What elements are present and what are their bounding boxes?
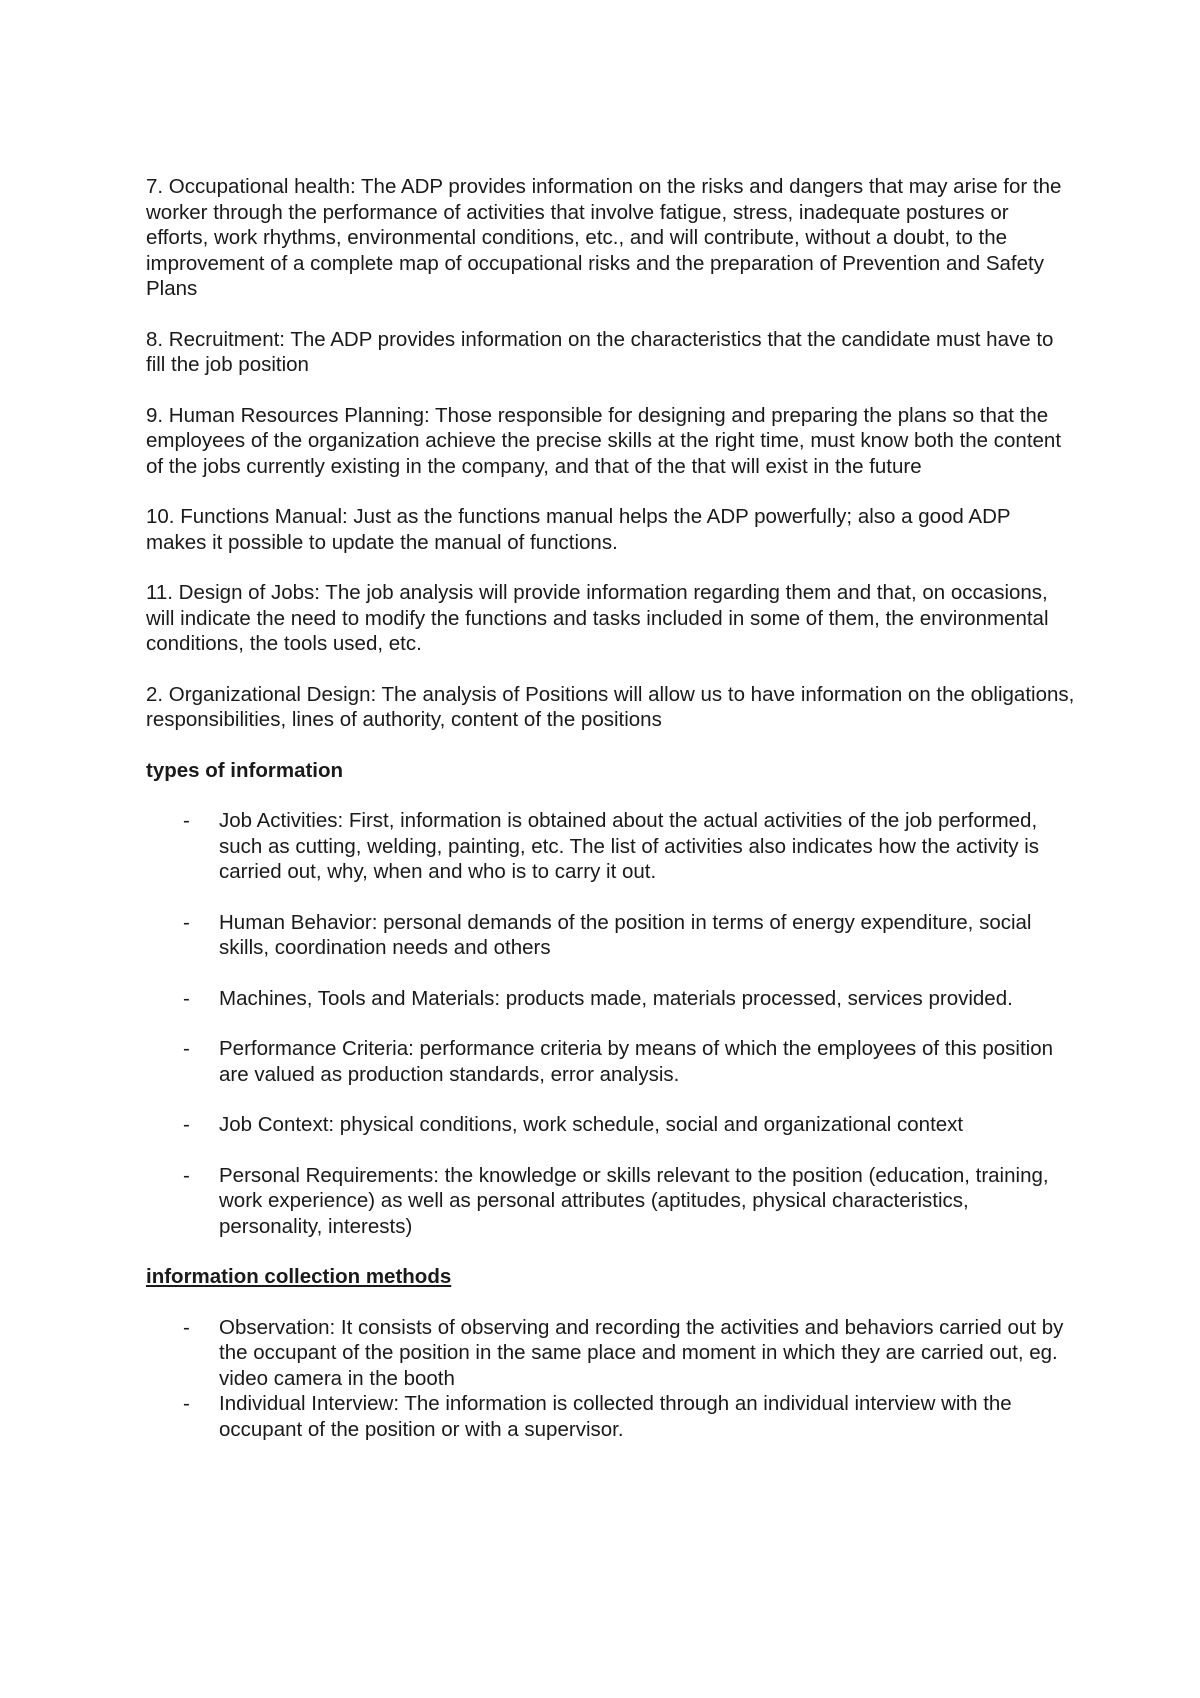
- dash-bullet: -: [183, 1315, 190, 1339]
- paragraph-recruitment: 8. Recruitment: The ADP provides information on the characteristics that the candidate must have to fill the job position: [146, 327, 1054, 376]
- paragraph-occupational-health: 7. Occupational health: The ADP provides information on the risks and dangers that may arise for the worker through the performance of activities that involve fatigue, stress, inadequate postures or efforts, work rhythms, environmental conditions, etc., and will contribute, without a doubt, to the improvement of a complete map of occupational risks and the preparation of Prevention and Safety Plans: [146, 175, 1062, 300]
- paragraph-hr-planning: 9. Human Resources Planning: Those responsible for designing and preparing the plans so that the employees of the organization achieve the precise skills at the right time, must know both the content of the jobs currently existing in the company, and that of the that will exist in the future: [146, 403, 1062, 478]
- list-item-text: Individual Interview: The information is collected through an individual interview with the occupant of the position or with a supervisor.: [219, 1392, 1012, 1441]
- types-of-information-list: [146, 808, 1076, 1239]
- list-item: [146, 1391, 1076, 1442]
- collection-methods-list: [146, 1315, 1076, 1443]
- list-item: [146, 910, 1076, 961]
- list-item: [146, 1163, 1076, 1240]
- document-page: [146, 174, 1076, 1467]
- dash-bullet: -: [183, 1037, 190, 1060]
- list-item: [146, 986, 1076, 1012]
- list-item: [146, 1036, 1076, 1087]
- list-item-text: Machines, Tools and Materials: products made, materials processed, services provided.: [219, 986, 1013, 1010]
- paragraph-design-of-jobs: 11. Design of Jobs: The job analysis will provide information regarding them and that, on occasions, will indicate the need to modify the functions and tasks included in some of them, the environmental conditions, the tools used, etc.: [146, 581, 1049, 655]
- list-item: [146, 808, 1076, 885]
- list-item-text: Job Activities: First, information is obtained about the actual activities of the job performed, such as cutting, welding, painting, etc. The list of activities also indicates how the activity is carried out, why, when and who is to carry it out.: [219, 809, 1040, 883]
- list-item-text: Personal Requirements: the knowledge or skills relevant to the position (education, training, work experience) as well as personal attributes (aptitudes, physical characteristics, personality, interests): [219, 1163, 1049, 1238]
- paragraph-functions-manual: 10. Functions Manual: Just as the functions manual helps the ADP powerfully; also a good ADP makes it possible to update the manual of functions.: [146, 505, 1011, 554]
- dash-bullet: -: [183, 1163, 190, 1187]
- dash-bullet: -: [183, 809, 190, 832]
- list-item: [146, 1315, 1076, 1392]
- paragraph-organizational-design: 2. Organizational Design: The analysis of Positions will allow us to have information on the obligations, responsibilities, lines of authority, content of the positions: [146, 682, 1075, 731]
- section-heading-types-of-information: types of information: [146, 758, 344, 782]
- list-item: [146, 1112, 1076, 1138]
- list-item-text: Human Behavior: personal demands of the position in terms of energy expenditure, social skills, coordination needs and others: [219, 910, 1032, 959]
- list-item-text: Performance Criteria: performance criteria by means of which the employees of this position are valued as production standards, error analysis.: [219, 1037, 1054, 1086]
- section-heading-collection-methods: information collection methods: [146, 1265, 452, 1288]
- list-item-text: Job Context: physical conditions, work schedule, social and organizational context: [219, 1113, 964, 1136]
- dash-bullet: -: [183, 1392, 190, 1415]
- list-item-text: Observation: It consists of observing and recording the activities and behaviors carried out by the occupant of the position in the same place and moment in which they are carried out, eg. video camera in the booth: [219, 1315, 1064, 1390]
- dash-bullet: -: [183, 986, 190, 1010]
- dash-bullet: -: [183, 910, 190, 934]
- dash-bullet: -: [183, 1113, 190, 1136]
